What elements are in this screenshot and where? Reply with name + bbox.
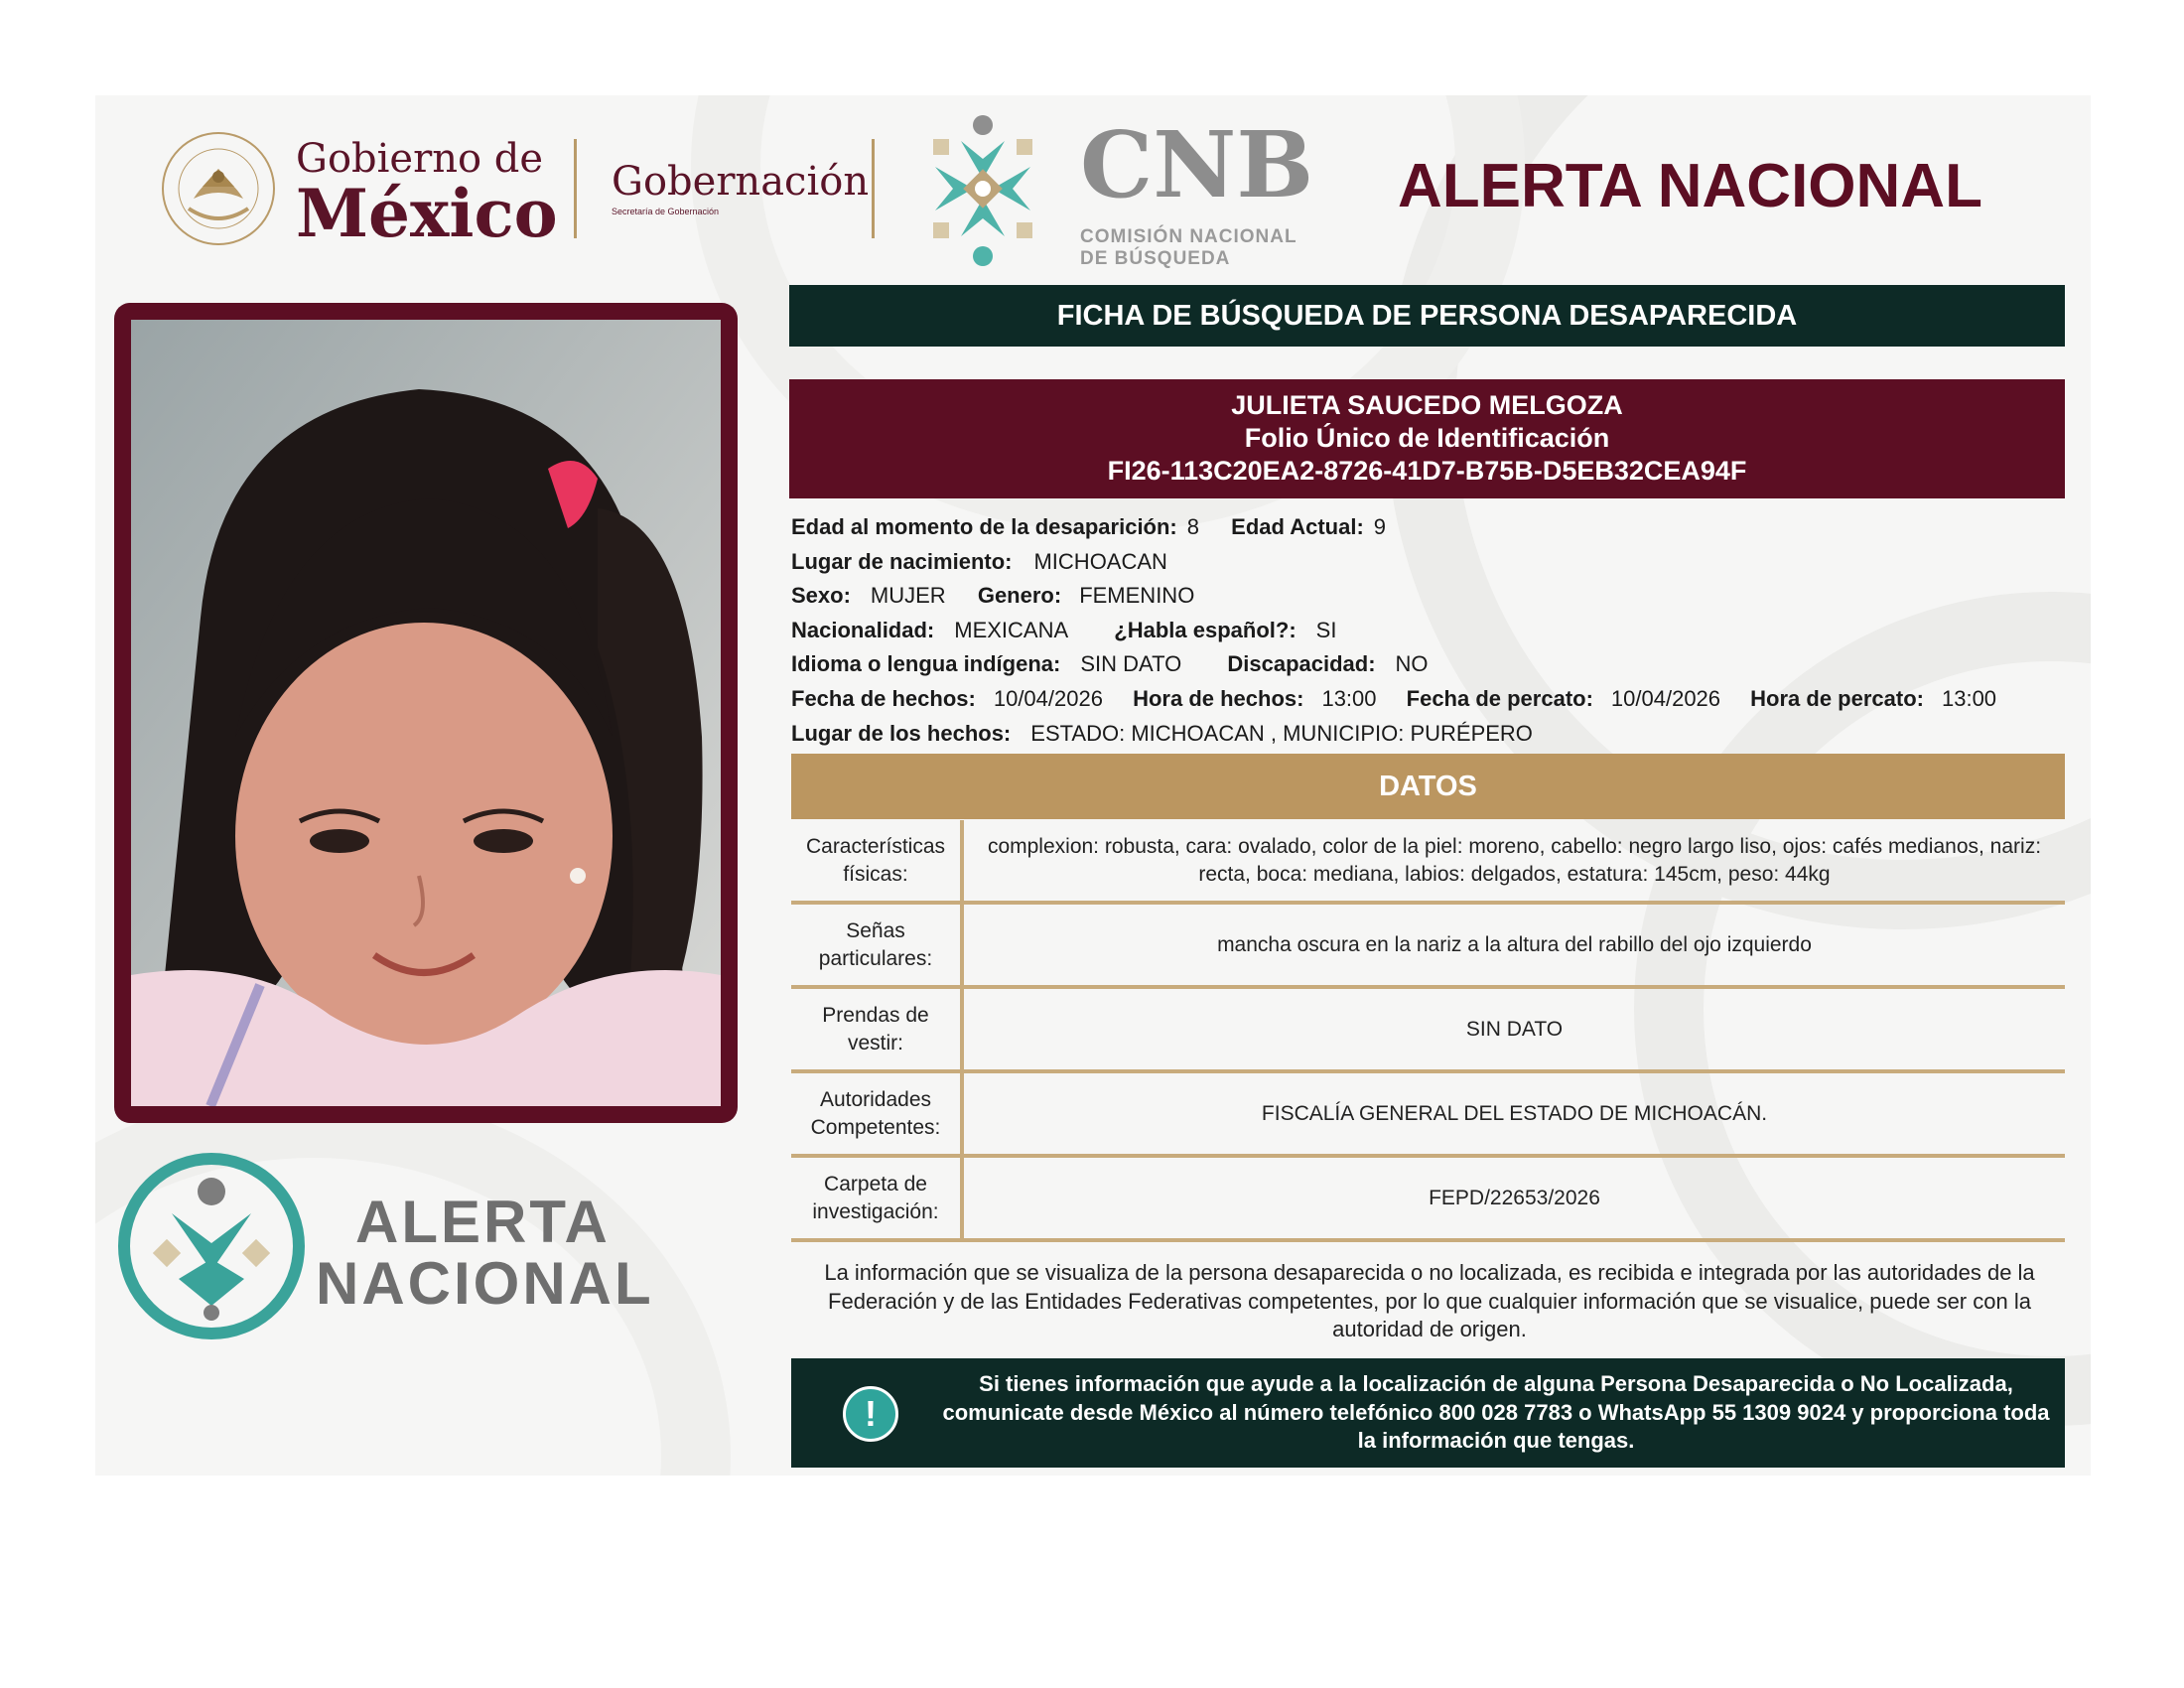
gobernacion-subtitle: Secretaría de Gobernación [612, 207, 720, 216]
person-info [791, 510, 2072, 751]
datos-value: complexion: robusta, cara: ovalado, color de la piel: moreno, cabello: negro largo liso, ojos: cafés medianos, nariz: recta, boca: mediana, labios: delgados, estatura: 145cm, peso: 44kg [962, 820, 2065, 903]
field-label: Edad Actual: [1231, 514, 1364, 539]
field-value: SIN DATO [1080, 651, 1182, 677]
table-row [791, 820, 2065, 903]
folio-number: FI26-113C20EA2-8726-41D7-B75B-D5EB32CEA94F [1107, 456, 1747, 486]
field-label: Hora de hechos: [1133, 685, 1304, 711]
field-value: 13:00 [1941, 685, 1997, 711]
gobernacion-logo [612, 159, 869, 216]
info-row [791, 614, 2072, 648]
table-row [791, 903, 2065, 987]
datos-value: FISCALÍA GENERAL DEL ESTADO DE MICHOACÁN. [962, 1071, 2065, 1156]
logo-divider [574, 139, 577, 238]
cnb-line2: DE BÚSQUEDA [1080, 248, 1231, 269]
datos-header: DATOS [791, 754, 2065, 819]
gobierno-de-mexico-logo [296, 136, 558, 252]
table-row [791, 987, 2065, 1071]
cnb-logo-text [1080, 111, 1314, 270]
alerta-nacional-logo-text [316, 1189, 654, 1317]
mexico-seal-icon [159, 129, 278, 248]
datos-label: Características físicas: [791, 820, 962, 903]
field-value: 8 [1186, 514, 1200, 539]
datos-label: Prendas de vestir: [791, 987, 962, 1071]
field-value: ESTADO: MICHOACAN , MUNICIPIO: PURÉPERO [1030, 720, 1533, 746]
field-label: Nacionalidad: [791, 617, 935, 642]
info-row [791, 682, 2072, 717]
cnb-acronym: CNB [1080, 111, 1314, 218]
contact-message: Si tienes información que ayude a la localización de alguna Persona Desaparecida o No Localizada, comunicate desde México al número telefónico 800 028 7783 o WhatsApp 55 1309 9024 y proporciona toda la información que tengas. [942, 1371, 2050, 1453]
alerta-logo-line1: ALERTA [355, 1189, 611, 1255]
datos-label: Autoridades Competentes: [791, 1071, 962, 1156]
missing-person-photo [131, 320, 721, 1106]
ficha-title: FICHA DE BÚSQUEDA DE PERSONA DESAPARECIDA [789, 285, 2065, 347]
gobernacion-text: Gobernación [612, 159, 870, 205]
contact-banner [791, 1358, 2065, 1468]
alerta-nacional-title: ALERTA NACIONAL [1398, 152, 1982, 220]
field-label: Fecha de hechos: [791, 685, 976, 711]
field-value: 9 [1373, 514, 1387, 539]
alerta-logo-line2: NACIONAL [316, 1250, 654, 1317]
header-logos [159, 109, 1330, 269]
field-value: 10/04/2026 [1610, 685, 1721, 711]
logo-divider [872, 139, 875, 238]
exclamation-icon: ! [843, 1386, 898, 1442]
cnb-emblem-icon [903, 109, 1062, 268]
info-row [791, 579, 2072, 614]
datos-label: Carpeta de investigación: [791, 1156, 962, 1240]
photo-illustration [131, 320, 721, 1106]
info-row [791, 545, 2072, 580]
table-row [791, 1156, 2065, 1240]
field-label: Hora de percato: [1750, 685, 1924, 711]
info-row [791, 717, 2072, 752]
field-label: Genero: [977, 583, 1062, 609]
datos-value: mancha oscura en la nariz a la altura del rabillo del ojo izquierdo [962, 903, 2065, 987]
mexico-line: México [296, 175, 558, 252]
field-value: NO [1395, 651, 1429, 677]
alerta-nacional-emblem-icon [117, 1152, 306, 1340]
field-label: Edad al momento de la desaparición: [791, 514, 1177, 539]
field-value: 10/04/2026 [993, 685, 1103, 711]
field-value: FEMENINO [1079, 583, 1195, 609]
table-row [791, 1071, 2065, 1156]
datos-value: FEPD/22653/2026 [962, 1156, 2065, 1240]
disclaimer-text: La información que se visualiza de la persona desaparecida o no localizada, es recibida e integrada por las autoridades de la Federación y de las Entidades Federativas competentes, por lo que cualquier información que se visualice, puede ser con la autoridad de origen. [824, 1260, 2035, 1341]
info-row [791, 510, 2072, 545]
field-value: SI [1315, 617, 1337, 642]
field-label: Sexo: [791, 583, 851, 609]
datos-label: Señas particulares: [791, 903, 962, 987]
field-value: MEXICANA [954, 617, 1069, 642]
field-label: Fecha de percato: [1406, 685, 1593, 711]
field-label: Idioma o lengua indígena: [791, 651, 1061, 677]
field-label: Lugar de los hechos: [791, 720, 1012, 746]
folio-label: Folio Único de Identificación [1244, 423, 1610, 453]
info-row [791, 647, 2072, 682]
field-value: MICHOACAN [1033, 548, 1167, 574]
field-label: Lugar de nacimiento: [791, 548, 1013, 574]
field-label: ¿Habla español?: [1114, 617, 1297, 642]
person-name: JULIETA SAUCEDO MELGOZA [1231, 390, 1623, 420]
gobierno-line: Gobierno de [296, 136, 544, 182]
datos-value: SIN DATO [962, 987, 2065, 1071]
photo-frame [114, 303, 738, 1123]
datos-table [791, 820, 2065, 1242]
cnb-line1: COMISIÓN NACIONAL [1080, 226, 1297, 247]
field-value: 13:00 [1321, 685, 1377, 711]
person-id-block [789, 379, 2065, 498]
field-label: Discapacidad: [1227, 651, 1376, 677]
field-value: MUJER [870, 583, 946, 609]
